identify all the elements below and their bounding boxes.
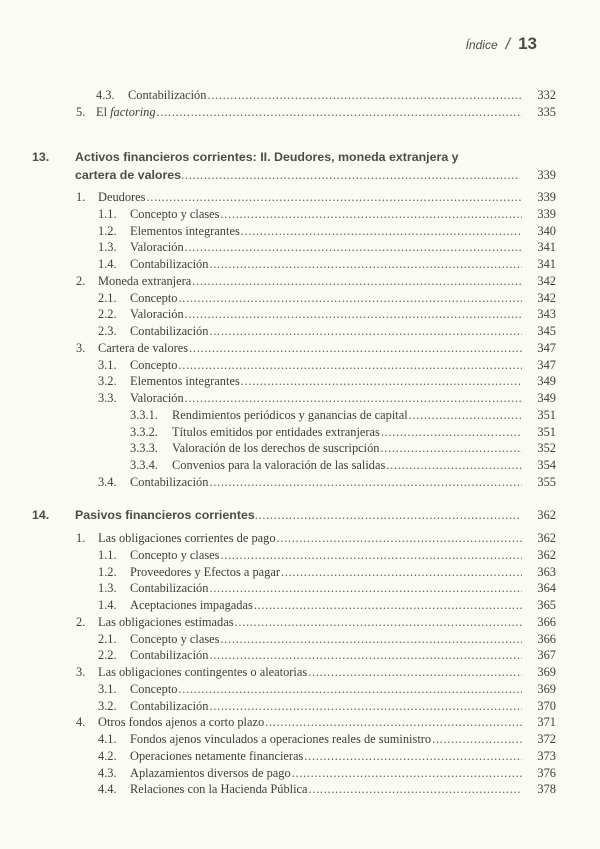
entry-number: 3.1. [98,681,117,696]
toc-entry[interactable] [76,531,522,546]
entry-number: 3. [76,665,86,679]
entry-number: 3.3.2. [130,424,158,439]
toc-entry[interactable] [76,715,522,730]
dot-leader [255,508,520,523]
entry-title: Moneda extranjera [98,273,192,288]
entry-title: Contabilización [130,474,209,489]
entry-number: 3.1. [98,357,117,372]
toc-entry[interactable] [76,665,522,680]
entry-title: Valoración [130,240,184,255]
entry-page: 345 [537,324,556,338]
dot-leader [241,374,522,389]
dot-leader [381,425,522,440]
dot-leader [209,324,522,339]
entry-number: 2.2. [98,648,117,663]
dot-leader [308,665,522,680]
entry-page: 367 [537,648,556,663]
toc-entry[interactable] [98,307,522,322]
entry-number: 4.4. [98,782,117,797]
entry-title: Las obligaciones corrientes de pago [98,531,276,545]
toc-entry[interactable] [98,632,522,647]
entry-title: Rendimientos periódicos y ganancias de capital [172,407,408,422]
entry-page: 339 [537,206,556,221]
dot-leader [209,699,522,714]
entry-page: 362 [537,547,556,562]
dot-leader [209,257,522,272]
dot-leader [185,391,522,406]
entry-title: Operaciones netamente financieras [130,748,304,763]
toc-entry[interactable] [98,257,522,272]
dot-leader [220,632,522,647]
dot-leader [292,766,522,781]
entry-title: Contabilización [130,648,209,663]
dot-leader [209,475,522,490]
entry-page: 371 [537,715,556,730]
toc-entry[interactable] [76,190,522,205]
entry-title: Valoración [130,307,184,322]
toc-entry[interactable] [98,475,522,490]
entry-number: 5. [76,105,86,119]
header-label: Índice [465,38,498,52]
entry-page: 366 [537,614,556,629]
entry-number: 1.4. [98,257,117,271]
entry-page: 363 [537,564,556,579]
entry-page: 341 [537,240,556,255]
entry-title: Proveedores y Efectos a pagar [130,564,281,579]
entry-page: 347 [537,357,556,372]
dot-leader [380,441,522,456]
entry-page: 370 [537,698,556,713]
entry-page: 342 [537,290,556,305]
entry-number: 3.3.3. [130,441,158,456]
toc-entry[interactable] [98,598,522,613]
toc-entry[interactable] [130,458,522,473]
entry-title: Contabilización [128,88,207,102]
entry-title: Contabilización [130,324,209,338]
entry-number: 3.4. [98,474,117,489]
chapter-title-line2: cartera de valores [75,168,182,182]
toc-entry[interactable] [98,374,522,389]
entry-page: 332 [537,88,556,102]
entry-number: 4.3. [96,88,115,102]
entry-title: Las obligaciones contingentes o aleatorias [98,665,308,679]
toc-entry[interactable] [98,324,522,339]
entry-title: Concepto [130,357,178,372]
entry-title: Concepto y clases [130,206,220,221]
entry-title: Valoración [130,391,184,405]
dot-leader [185,307,522,322]
dot-leader [241,224,522,239]
entry-title: Fondos ajenos vinculados a operaciones reales de suministro [130,732,432,746]
entry-page: 369 [537,681,556,696]
entry-page: 351 [537,424,556,439]
toc-entry[interactable] [130,408,522,423]
entry-page: 340 [537,223,556,238]
toc-entry[interactable] [98,240,522,255]
entry-number: 1.3. [98,581,117,596]
entry-title: Valoración de los derechos de suscripción [172,441,380,456]
entry-title: Convenios para la valoración de las salidas [172,458,386,472]
dot-leader [179,358,523,373]
entry-number: 3.3.1. [130,407,158,422]
toc-entry[interactable] [76,341,522,356]
toc-entry[interactable] [98,291,522,306]
entry-number: 2. [76,273,86,288]
dot-leader [254,598,522,613]
entry-number: 4.1. [98,732,117,746]
dot-leader [179,682,523,697]
entry-number: 1.4. [98,598,117,612]
entry-number: 2.1. [98,631,117,646]
toc-entry[interactable] [98,391,522,406]
entry-title: Otros fondos ajenos a corto plazo [98,715,265,730]
dot-leader [220,548,522,563]
toc-entry[interactable] [98,224,522,239]
entry-title: Cartera de valores [98,340,189,355]
entry-number: 1.1. [98,547,117,562]
dot-leader [304,749,522,764]
entry-number: 1.2. [98,223,117,238]
entry-page: 369 [537,665,556,679]
entry-page: 354 [537,458,556,472]
running-header [466,34,537,54]
entry-page: 352 [537,441,556,456]
toc-entry[interactable] [98,699,522,714]
chapter-page: 339 [537,168,556,182]
entry-page: 335 [537,105,556,119]
dot-leader [207,88,522,103]
chapter-title-line1: Pasivos financieros corrientes [75,508,255,522]
entry-number: 3.2. [98,374,117,389]
entry-page: 341 [537,257,556,271]
entry-number: 1. [76,531,86,545]
toc-entry[interactable] [98,207,522,222]
entry-number: 1.2. [98,564,117,579]
entry-number: 3. [76,340,86,355]
page-number: 13 [518,34,537,53]
dot-leader [386,458,522,473]
entry-title-prefix: El [96,105,111,119]
toc-entry[interactable] [76,105,522,120]
dot-leader [209,648,522,663]
toc-entry[interactable] [98,766,522,781]
entry-page: 339 [537,190,556,204]
dot-leader [265,715,522,730]
dot-leader [409,408,522,423]
entry-title: Contabilización [130,581,209,596]
entry-number: 4.3. [98,765,117,780]
entry-page: 366 [537,631,556,646]
entry-title: Concepto [130,681,178,696]
toc-entry[interactable] [98,548,522,563]
entry-title: Las obligaciones estimadas [98,614,234,629]
toc-entry[interactable] [98,358,522,373]
entry-number: 3.3. [98,391,117,405]
dot-leader [209,581,522,596]
entry-title: Elementos integrantes [130,374,240,389]
entry-page: 365 [537,598,556,612]
dot-leader [309,782,522,797]
dot-leader [432,732,522,747]
entry-number: 2.2. [98,307,117,322]
dot-leader [189,341,522,356]
toc-entry[interactable] [98,732,522,747]
dot-leader [220,207,522,222]
entry-title: Deudores [98,190,146,204]
entry-title [96,105,156,120]
entry-title: Elementos integrantes [130,223,240,238]
toc-entry[interactable] [98,749,522,764]
dot-leader [179,291,523,306]
entry-number: 3.3.4. [130,458,158,472]
entry-page: 343 [537,307,556,322]
entry-title: Contabilización [130,257,209,271]
entry-page: 373 [537,748,556,763]
entry-number: 1.1. [98,206,117,221]
entry-page: 364 [537,581,556,596]
entry-page: 342 [537,273,556,288]
entry-title: Títulos emitidos por entidades extranjeras [172,424,380,439]
toc-entry[interactable] [98,581,522,596]
toc-entry[interactable] [130,425,522,440]
chapter-number: 14. [32,508,50,522]
entry-page: 347 [537,340,556,355]
toc-entry[interactable] [96,88,522,103]
dot-leader [146,190,522,205]
toc-entry[interactable] [98,782,522,797]
entry-page: 372 [537,732,556,746]
header-separator: / [505,36,511,53]
entry-title: Concepto y clases [130,631,220,646]
entry-number: 1.3. [98,240,117,255]
dot-leader [277,531,522,546]
entry-page: 378 [537,782,556,797]
chapter-title-line1: Activos financieros corrientes: II. Deudores, moneda extranjera y [75,150,459,164]
chapter-page: 362 [537,508,556,522]
toc-entry[interactable] [98,565,522,580]
toc-entry[interactable] [76,615,522,630]
entry-number: 2.1. [98,290,117,305]
entry-title: Relaciones con la Hacienda Pública [130,782,308,797]
chapter-number: 13. [32,150,50,164]
dot-leader [157,105,522,120]
entry-page: 362 [537,531,556,545]
entry-number: 2.3. [98,324,117,338]
entry-title: Contabilización [130,698,209,713]
entry-title: Concepto [130,290,178,305]
toc-entry[interactable] [76,274,522,289]
entry-number: 4.2. [98,748,117,763]
entry-title-italic: factoring [110,105,156,119]
entry-number: 2. [76,614,86,629]
dot-leader [235,615,522,630]
entry-title: Concepto y clases [130,547,220,562]
dot-leader [185,240,522,255]
toc-entry[interactable] [130,441,522,456]
toc-entry[interactable] [98,648,522,663]
entry-title: Aceptaciones impagadas [130,598,253,612]
entry-page: 349 [537,374,556,389]
entry-title: Aplazamientos diversos de pago [130,765,291,780]
entry-page: 355 [537,474,556,489]
entry-number: 1. [76,190,86,204]
entry-number: 4. [76,715,86,730]
entry-number: 3.2. [98,698,117,713]
dot-leader [181,168,520,183]
dot-leader [281,565,522,580]
entry-page: 349 [537,391,556,405]
toc-entry[interactable] [98,682,522,697]
entry-page: 376 [537,765,556,780]
entry-page: 351 [537,407,556,422]
dot-leader [192,274,522,289]
